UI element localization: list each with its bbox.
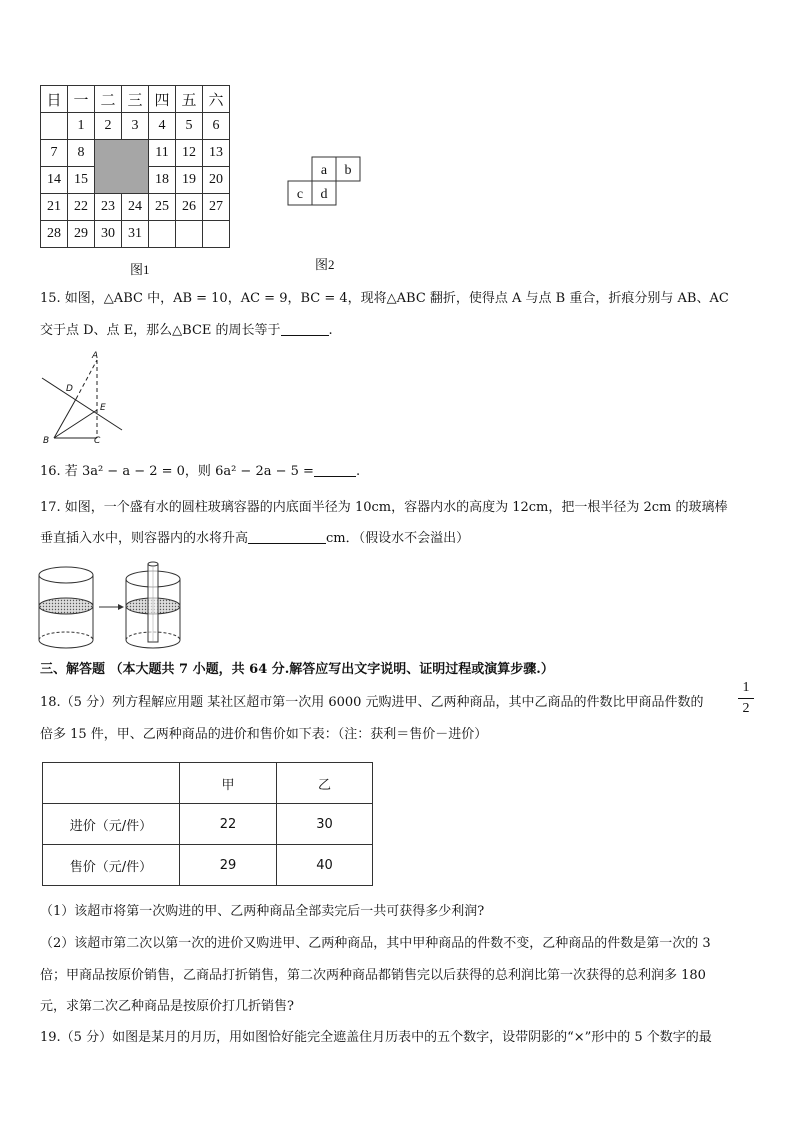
table-cell: 进价（元/件） (43, 804, 180, 845)
calendar-day-cell: 23 (95, 194, 122, 221)
fraction-numerator: 1 (742, 680, 750, 695)
calendar-day-cell: 3 (122, 113, 149, 140)
calendar-week-row (41, 113, 230, 140)
calendar-header-cell: 一 (68, 86, 95, 113)
calendar-week-row (41, 140, 230, 167)
table-row (43, 845, 373, 886)
q16-tail: . (355, 464, 361, 479)
calendar-day-cell: 14 (41, 167, 68, 194)
point-label-b: B (43, 436, 50, 444)
calendar-day-cell: 20 (203, 167, 230, 194)
q17-line2 (40, 529, 469, 549)
calendar-day-cell: 18 (149, 167, 176, 194)
table-header-cell: 乙 (277, 763, 373, 804)
calendar-day-cell: 11 (149, 140, 176, 167)
q17-line1: 17. 如图，一个盛有水的圆柱玻璃容器的内底面半径为 10cm，容器内水的高度为 12cm，把一根半径为 2cm 的玻璃棒 (40, 500, 728, 515)
fold-line (42, 378, 122, 430)
q15-answer-blank (281, 321, 329, 336)
calendar-day-cell: 27 (203, 194, 230, 221)
point-label-a: A (92, 351, 99, 361)
point-label-d: D (66, 384, 73, 394)
calendar-day-cell: 13 (203, 140, 230, 167)
calendar-day-cell: 22 (68, 194, 95, 221)
q15-line2-text: 交于点 D、点 E，那么△BCE 的周长等于 (40, 323, 281, 338)
calendar-day-cell (176, 221, 203, 248)
calendar-day-cell: 26 (176, 194, 203, 221)
calendar-day-cell: 21 (41, 194, 68, 221)
cylinder-before (39, 567, 93, 648)
q15-tail: . (328, 323, 333, 338)
segment-bd (54, 399, 76, 438)
calendar-day-cell: 29 (68, 221, 95, 248)
point-label-e: E (100, 403, 106, 413)
calendar-header-cell: 二 (95, 86, 122, 113)
calendar-header-cell: 四 (149, 86, 176, 113)
q15-triangle-figure (40, 348, 130, 444)
calendar-day-cell: 2 (95, 113, 122, 140)
calendar-day-cell: 6 (203, 113, 230, 140)
calendar-day-cell: 7 (41, 140, 68, 167)
cylinder-after (126, 562, 180, 648)
figure2-caption: 图2 (315, 257, 335, 272)
fraction-denominator: 2 (742, 701, 750, 716)
q18-part2-line3: 元，求第二次乙种商品是按原价打几折销售? (40, 999, 294, 1014)
calendar-day-cell: 25 (149, 194, 176, 221)
q16 (40, 462, 360, 482)
table-row (43, 804, 373, 845)
q17-cylinder-figure (36, 560, 186, 656)
section3-heading: 三、解答题 （本大题共 7 小题，共 64 分.解答应写出文字说明、证明过程或演算步骤.） (40, 662, 554, 677)
figure2-label-a: a (320, 163, 328, 178)
segment-be (54, 410, 97, 438)
calendar-table (40, 85, 230, 248)
point-label-c: C (94, 436, 101, 444)
calendar-day-cell: 1 (68, 113, 95, 140)
calendar-day-cell: 19 (176, 167, 203, 194)
table-cell: 22 (180, 804, 277, 845)
q15-line2 (40, 321, 333, 341)
q17-answer-blank (248, 529, 326, 544)
figure2-label-c: c (296, 187, 304, 202)
calendar-day-cell: 5 (176, 113, 203, 140)
calendar-shaded-block (95, 140, 149, 194)
table-header-row (43, 763, 373, 804)
calendar-day-cell: 15 (68, 167, 95, 194)
calendar-day-cell: 30 (95, 221, 122, 248)
q18-fraction (738, 680, 754, 717)
figure1-caption: 图1 (130, 262, 150, 277)
q18-line1: 18.（5 分）列方程解应用题 某社区超市第一次用 6000 元购进甲、乙两种商品，其中乙商品的件数比甲商品件数的 (40, 695, 704, 710)
calendar-header-cell: 六 (203, 86, 230, 113)
fraction-bar (738, 698, 754, 699)
calendar-day-cell (41, 113, 68, 140)
table-cell: 40 (277, 845, 373, 886)
arrow (99, 604, 124, 610)
calendar-day-cell: 24 (122, 194, 149, 221)
calendar-header-cell: 三 (122, 86, 149, 113)
calendar-header-row (41, 86, 230, 113)
q16-text: 16. 若 3a² − a − 2 = 0，则 6a² − 2a − 5 = (40, 464, 314, 479)
calendar-day-cell (149, 221, 176, 248)
figure2-diagram (285, 155, 365, 207)
q15-line1: 15. 如图，△ABC 中，AB = 10，AC = 9，BC = 4，现将△ABC 翻折，使得点 A 与点 B 重合，折痕分别与 AB、AC (40, 291, 729, 306)
q18-part2-line2: 倍；甲商品按原价销售，乙商品打折销售，第二次两种商品都销售完以后获得的总利润比第一次获得的总利润多 180 (40, 968, 706, 983)
table-cell: 29 (180, 845, 277, 886)
segment-da-dashed (76, 360, 97, 399)
figure2-label-b: b (344, 163, 352, 178)
table-header-cell (43, 763, 180, 804)
q17-tail: cm．（假设水不会溢出） (326, 531, 470, 546)
calendar-day-cell: 28 (41, 221, 68, 248)
q16-answer-blank (314, 462, 356, 477)
water-surface-before (39, 598, 93, 614)
figure2-label-d: d (320, 187, 328, 202)
calendar-day-cell: 12 (176, 140, 203, 167)
q18-part1: （1）该超市将第一次购进的甲、乙两种商品全部卖完后一共可获得多少利润? (40, 904, 485, 919)
calendar-day-cell: 31 (122, 221, 149, 248)
q18-line2: 倍多 15 件，甲、乙两种商品的进价和售价如下表：（注：获利＝售价－进价） (40, 727, 488, 742)
table-header-cell: 甲 (180, 763, 277, 804)
calendar-week-row (41, 221, 230, 248)
calendar-week-row (41, 194, 230, 221)
table-cell: 售价（元/件） (43, 845, 180, 886)
calendar-header-cell: 五 (176, 86, 203, 113)
calendar-header-cell: 日 (41, 86, 68, 113)
price-table (42, 762, 373, 886)
q19-line1: 19.（5 分）如图是某月的月历，用如图恰好能完全遮盖住月历表中的五个数字，设带阴影的“×”形中的 5 个数字的最 (40, 1030, 712, 1045)
calendar-day-cell: 8 (68, 140, 95, 167)
calendar-day-cell: 4 (149, 113, 176, 140)
q17-line2-text: 垂直插入水中，则容器内的水将升高 (40, 531, 249, 546)
q18-part2-line1: （2）该超市第二次以第一次的进价又购进甲、乙两种商品，其中甲种商品的件数不变，乙种商品的件数是第一次的 3 (40, 936, 711, 951)
calendar-day-cell (203, 221, 230, 248)
table-cell: 30 (277, 804, 373, 845)
